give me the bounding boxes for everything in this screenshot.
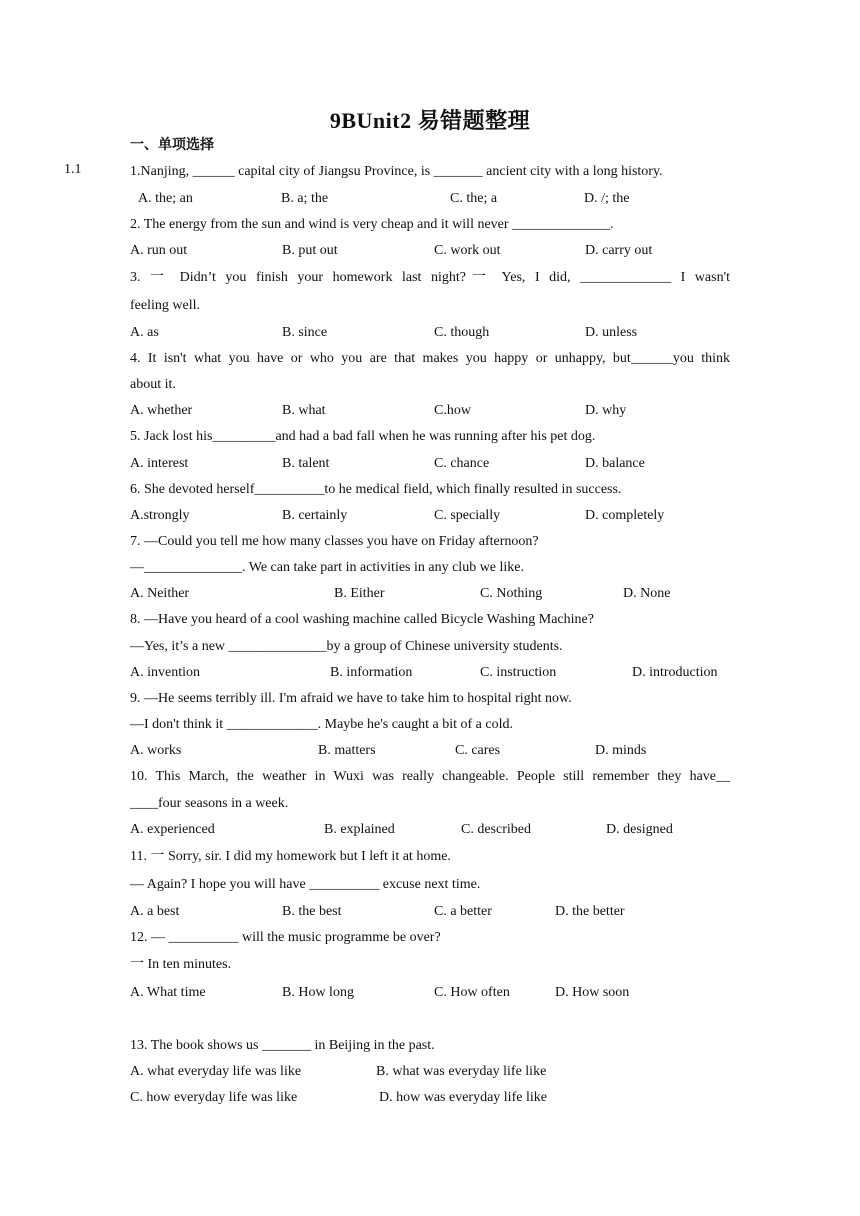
question-9-stem-line-2: —I don't think it _____________. Maybe he's caught a bit of a cold. [130,717,513,732]
question-3-stem-line-1: 3. 一 Didn’t you finish your homework last night?一 Yes, I did, _____________ I wasn't [130,270,730,285]
question-1-option-a: A. the; an [138,191,193,206]
question-10-option-b: B. explained [324,822,395,837]
question-4-option-c: C.how [434,403,471,418]
question-8-option-a: A. invention [130,665,200,680]
question-9-stem-line-1: 9. —He seems terribly ill. I'm afraid we have to take him to hospital right now. [130,691,572,706]
question-5-stem: 5. Jack lost his_________and had a bad fall when he was running after his pet dog. [130,429,596,444]
page-title: 9BUnit2 易错题整理 [329,108,531,133]
question-6-option-a: A.strongly [130,508,190,523]
question-9-option-b: B. matters [318,743,376,758]
question-2-option-a: A. run out [130,243,188,258]
question-7-option-d: D. None [623,586,671,601]
question-5-option-d: D. balance [585,456,645,471]
question-13-option-b: B. what was everyday life like [376,1064,547,1079]
question-9-option-a: A. works [130,743,182,758]
question-9-option-d: D. minds [595,743,647,758]
question-12-option-c: C. How often [434,985,510,1000]
question-2-stem: 2. The energy from the sun and wind is very cheap and it will never ______________. [130,217,614,232]
question-8-option-b: B. information [330,665,413,680]
question-8-option-d: D. introduction [632,665,718,680]
question-2-option-b: B. put out [282,243,338,258]
question-4-option-a: A. whether [130,403,193,418]
question-4-stem-line-1: 4. It isn't what you have or who you are that makes you happy or unhappy, but______you think [130,351,730,366]
question-3-option-b: B. since [282,325,328,340]
question-7-stem-line-1: 7. —Could you tell me how many classes you have on Friday afternoon? [130,534,539,549]
question-9-option-c: C. cares [455,743,501,758]
question-1-option-c: C. the; a [450,191,498,206]
question-8-stem-line-2: —Yes, it’s a new ______________by a group of Chinese university students. [130,639,563,654]
question-11-option-b: B. the best [282,904,342,919]
question-7-option-c: C. Nothing [480,586,543,601]
question-6-option-d: D. completely [585,508,665,523]
question-4-stem-line-2: about it. [130,377,176,392]
question-10-option-a: A. experienced [130,822,215,837]
question-7-option-a: A. Neither [130,586,190,601]
question-13-option-c: C. how everyday life was like [130,1090,298,1105]
question-7-stem-line-2: —______________. We can take part in activities in any club we like. [130,560,525,575]
question-4-option-d: D. why [585,403,627,418]
question-11-stem-line-1: 11. 一 Sorry, sir. I did my homework but I left it at home. [130,849,451,864]
question-10-stem-line-1: 10. This March, the weather in Wuxi was really changeable. People still remember they have__ [130,769,730,784]
question-12-option-b: B. How long [282,985,354,1000]
question-7-option-b: B. Either [334,586,385,601]
margin-number: 1.1 [64,162,82,177]
question-5-option-a: A. interest [130,456,189,471]
question-11-stem-line-2: — Again? I hope you will have __________ excuse next time. [130,877,481,892]
question-10-stem-line-2: ____four seasons in a week. [130,796,289,811]
question-11-option-c: C. a better [434,904,492,919]
question-10-option-c: C. described [461,822,531,837]
question-1-option-d: D. /; the [584,191,630,206]
question-13-option-d: D. how was everyday life like [379,1090,547,1105]
question-2-option-d: D. carry out [585,243,653,258]
question-8-option-c: C. instruction [480,665,557,680]
question-5-option-c: C. chance [434,456,490,471]
question-13-option-a: A. what everyday life was like [130,1064,302,1079]
question-1-option-b: B. a; the [281,191,329,206]
question-8-stem-line-1: 8. —Have you heard of a cool washing machine called Bicycle Washing Machine? [130,612,594,627]
question-3-option-a: A. as [130,325,159,340]
question-5-option-b: B. talent [282,456,330,471]
question-11-option-d: D. the better [555,904,625,919]
question-10-option-d: D. designed [606,822,673,837]
question-4-option-b: B. what [282,403,326,418]
question-12-stem-line-2: 一 In ten minutes. [130,957,232,972]
question-1-stem: 1.Nanjing, ______ capital city of Jiangsu Province, is _______ ancient city with a long history. [130,164,663,179]
question-12-option-a: A. What time [130,985,206,1000]
question-3-option-c: C. though [434,325,490,340]
question-6-stem: 6. She devoted herself__________to he medical field, which finally resulted in success. [130,482,622,497]
section-heading: 一、单项选择 [130,138,214,153]
question-6-option-b: B. certainly [282,508,348,523]
question-11-option-a: A. a best [130,904,180,919]
question-2-option-c: C. work out [434,243,501,258]
question-6-option-c: C. specially [434,508,501,523]
question-3-stem-line-2: feeling well. [130,298,200,313]
question-13-stem: 13. The book shows us _______ in Beijing in the past. [130,1038,435,1053]
question-12-option-d: D. How soon [555,985,630,1000]
question-3-option-d: D. unless [585,325,638,340]
question-12-stem-line-1: 12. — __________ will the music programme be over? [130,930,441,945]
